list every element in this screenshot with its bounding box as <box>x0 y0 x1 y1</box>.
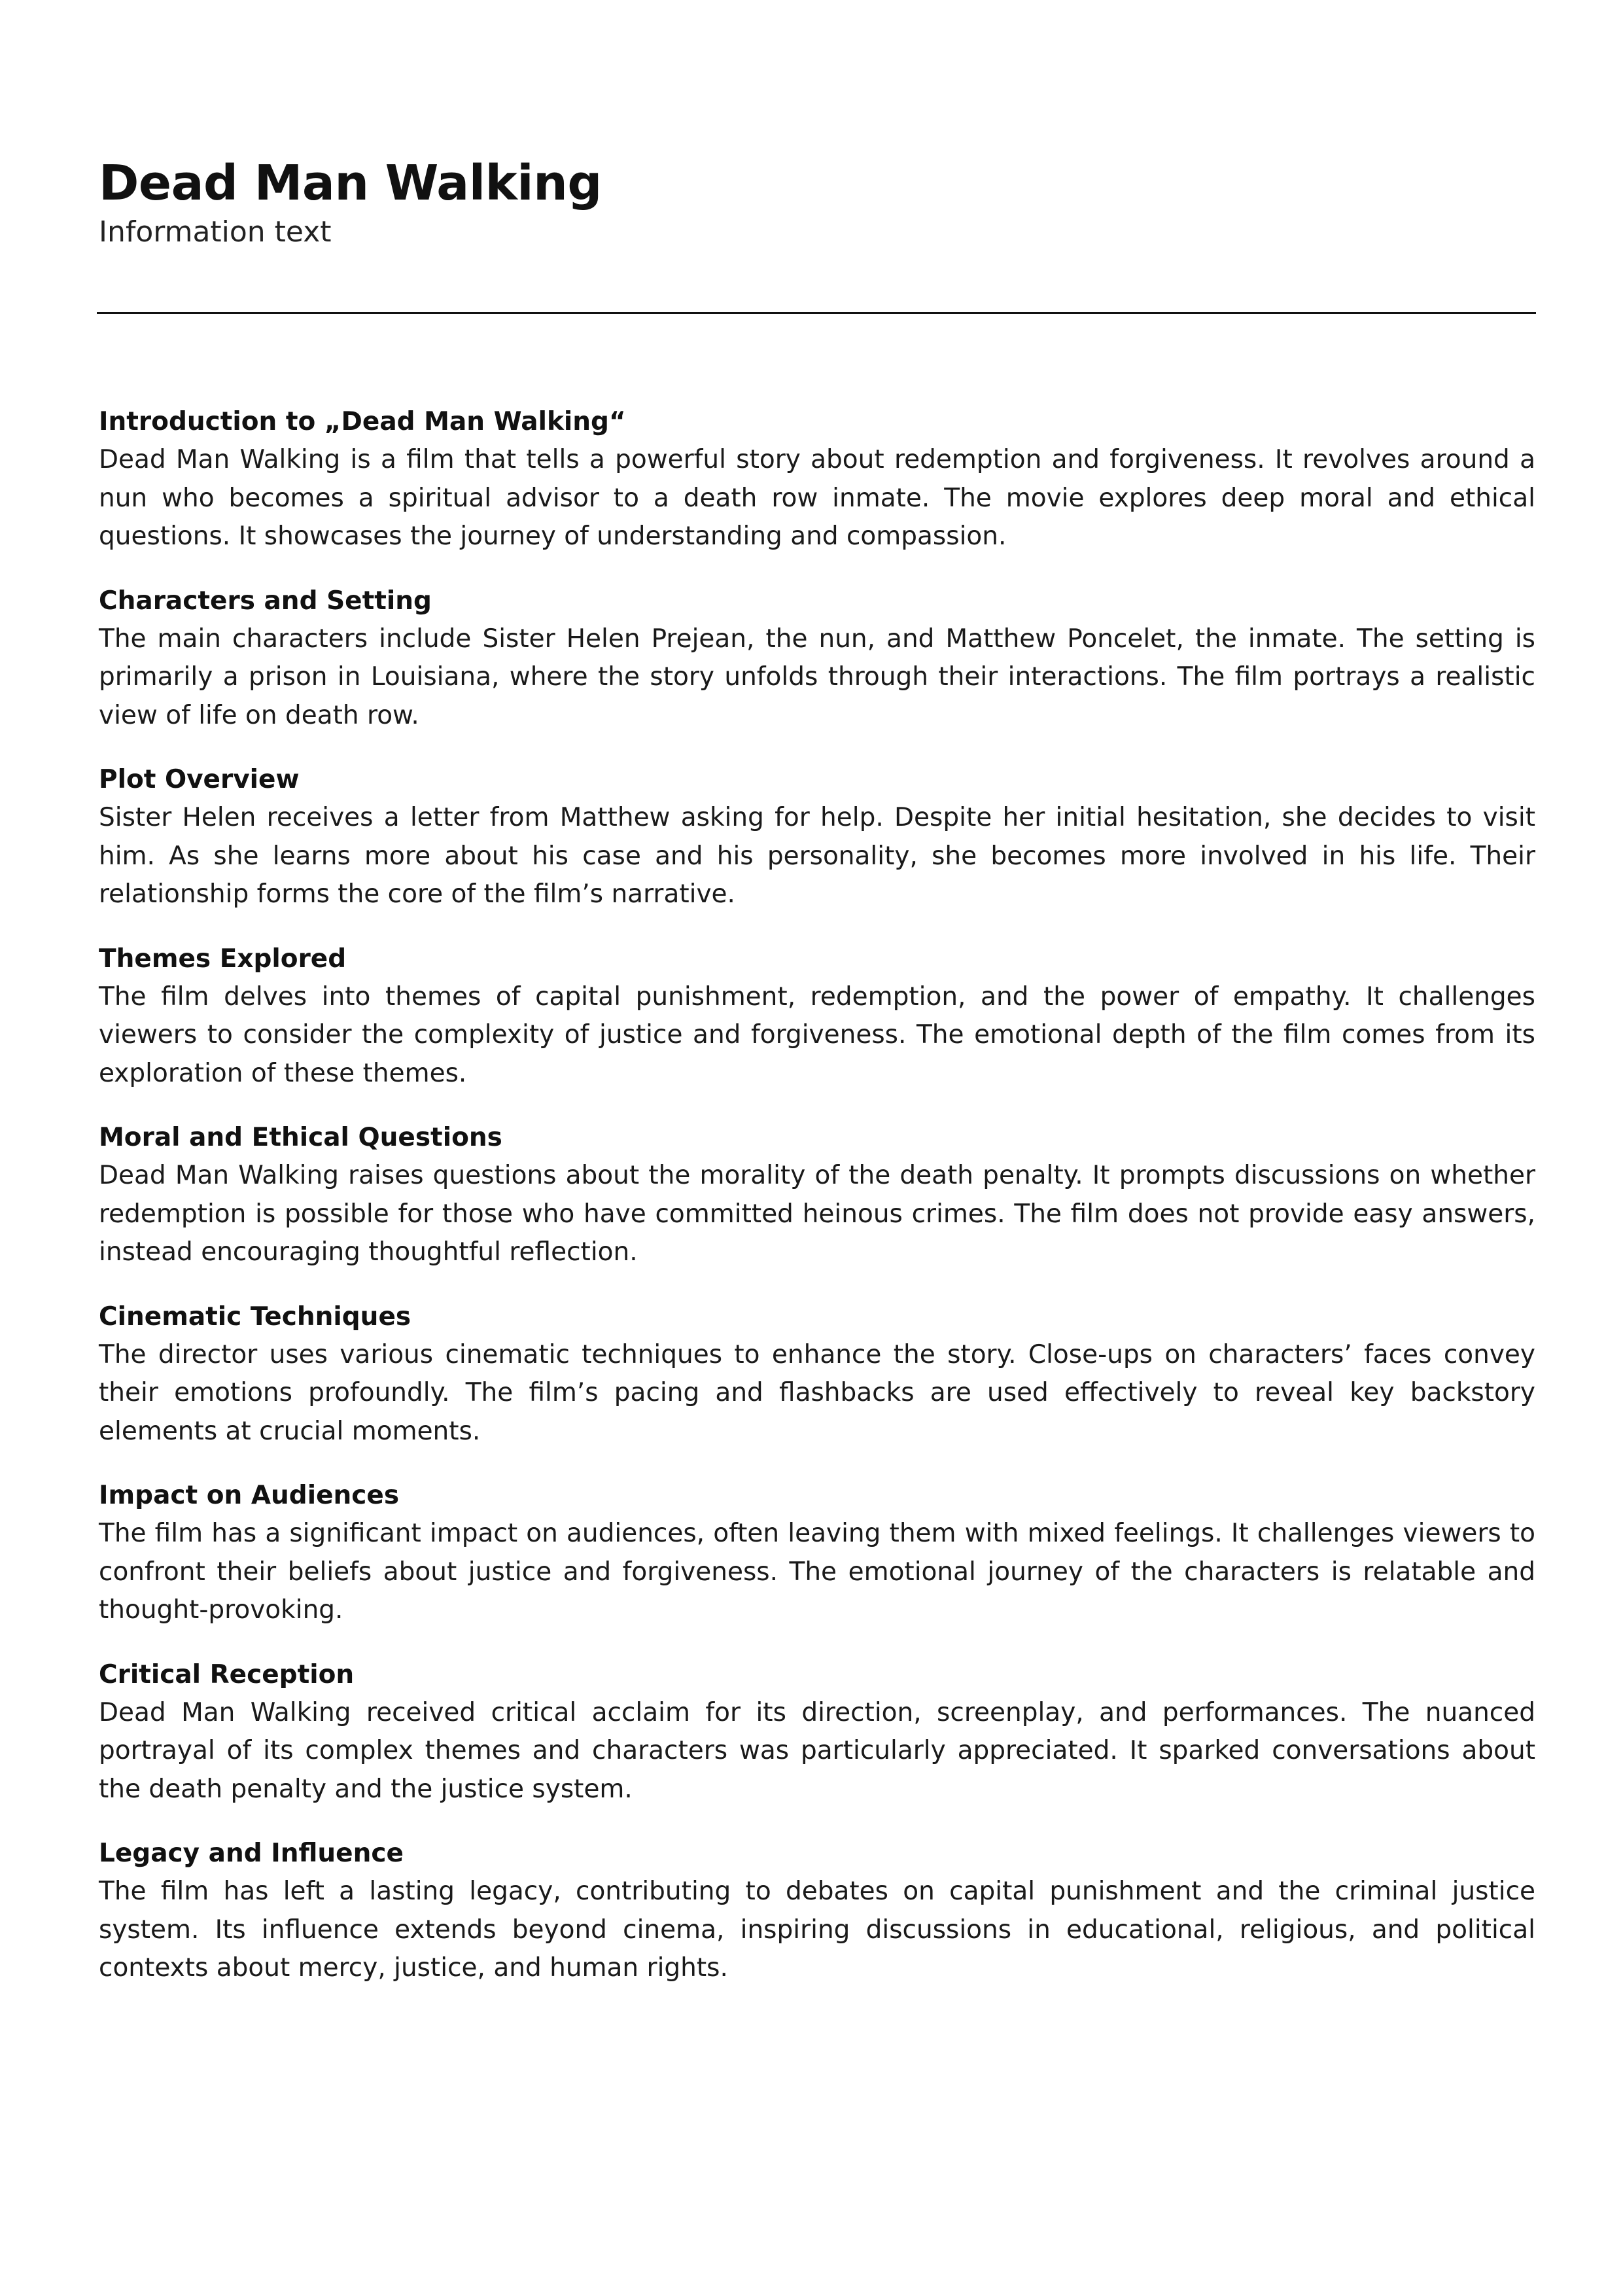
section-body: Sister Helen receives a letter from Matthew asking for help. Despite her initial hesitation, she decides to visit him. As she learns more about his case and his personality, she becomes more involved in his life. Their relationship forms the core of the film’s narrative. <box>99 803 1535 909</box>
section-heading: Legacy and Influence <box>99 1839 404 1868</box>
section-heading: Characters and Setting <box>99 586 432 616</box>
section-body: The film has a significant impact on audiences, often leaving them with mixed feelings. It challenges viewers to confront their beliefs about justice and forgiveness. The emotional journey of the characters is relatable and thought-provoking. <box>99 1519 1535 1625</box>
section-impact-on-audiences <box>99 1477 1535 1630</box>
section-characters-and-setting <box>99 582 1535 735</box>
section-heading: Themes Explored <box>99 944 347 974</box>
section-heading: Cinematic Techniques <box>99 1301 411 1332</box>
document-content <box>99 403 1535 2014</box>
header-divider <box>97 312 1536 314</box>
document-subtitle: Information text <box>99 215 332 249</box>
section-heading: Impact on Audiences <box>99 1481 400 1510</box>
section-heading: Introduction to „Dead Man Walking“ <box>99 407 626 436</box>
section-themes-explored <box>99 940 1535 1093</box>
section-critical-reception <box>99 1656 1535 1809</box>
section-body: The film has left a lasting legacy, contributing to debates on capital punishment and the criminal justice system. Its influence extends beyond cinema, inspiring discussions in educational, religious, and political contexts about mercy, justice, and human rights. <box>99 1877 1535 1983</box>
section-body: Dead Man Walking is a film that tells a powerful story about redemption and forgiveness. It revolves around a nun who becomes a spiritual advisor to a death row inmate. The movie explores deep moral and ethical questions. It showcases the journey of understanding and compassion. <box>99 445 1535 551</box>
section-body: The main characters include Sister Helen Prejean, the nun, and Matthew Poncelet, the inmate. The setting is primarily a prison in Louisiana, where the story unfolds through their interactions. The film portrays a realistic view of life on death row. <box>99 624 1535 730</box>
document-title: Dead Man Walking <box>99 155 602 211</box>
section-moral-and-ethical-questions <box>99 1119 1535 1272</box>
section-cinematic-techniques <box>99 1298 1535 1451</box>
section-body: The film delves into themes of capital punishment, redemption, and the power of empathy. It challenges viewers to consider the complexity of justice and forgiveness. The emotional depth of the film comes from its exploration of these themes. <box>99 981 1535 1088</box>
section-body: Dead Man Walking received critical acclaim for its direction, screenplay, and performances. The nuanced portrayal of its complex themes and characters was particularly appreciated. It sparked conversations about the death penalty and the justice system. <box>99 1697 1535 1804</box>
section-legacy-and-influence <box>99 1835 1535 1988</box>
section-heading: Critical Reception <box>99 1659 355 1689</box>
section-body: Dead Man Walking raises questions about the morality of the death penalty. It prompts discussions on whether redemption is possible for those who have committed heinous crimes. The film does not provide easy answers, instead encouraging thoughtful reflection. <box>99 1161 1535 1267</box>
section-introduction <box>99 403 1535 556</box>
section-heading: Plot Overview <box>99 765 300 794</box>
document-header <box>99 156 1537 250</box>
section-heading: Moral and Ethical Questions <box>99 1123 502 1152</box>
section-plot-overview <box>99 761 1535 914</box>
section-body: The director uses various cinematic techniques to enhance the story. Close-ups on characters’ faces convey their emotions profoundly. The film’s pacing and flashbacks are used effectively to reveal key backstory elements at crucial moments. <box>99 1339 1535 1446</box>
